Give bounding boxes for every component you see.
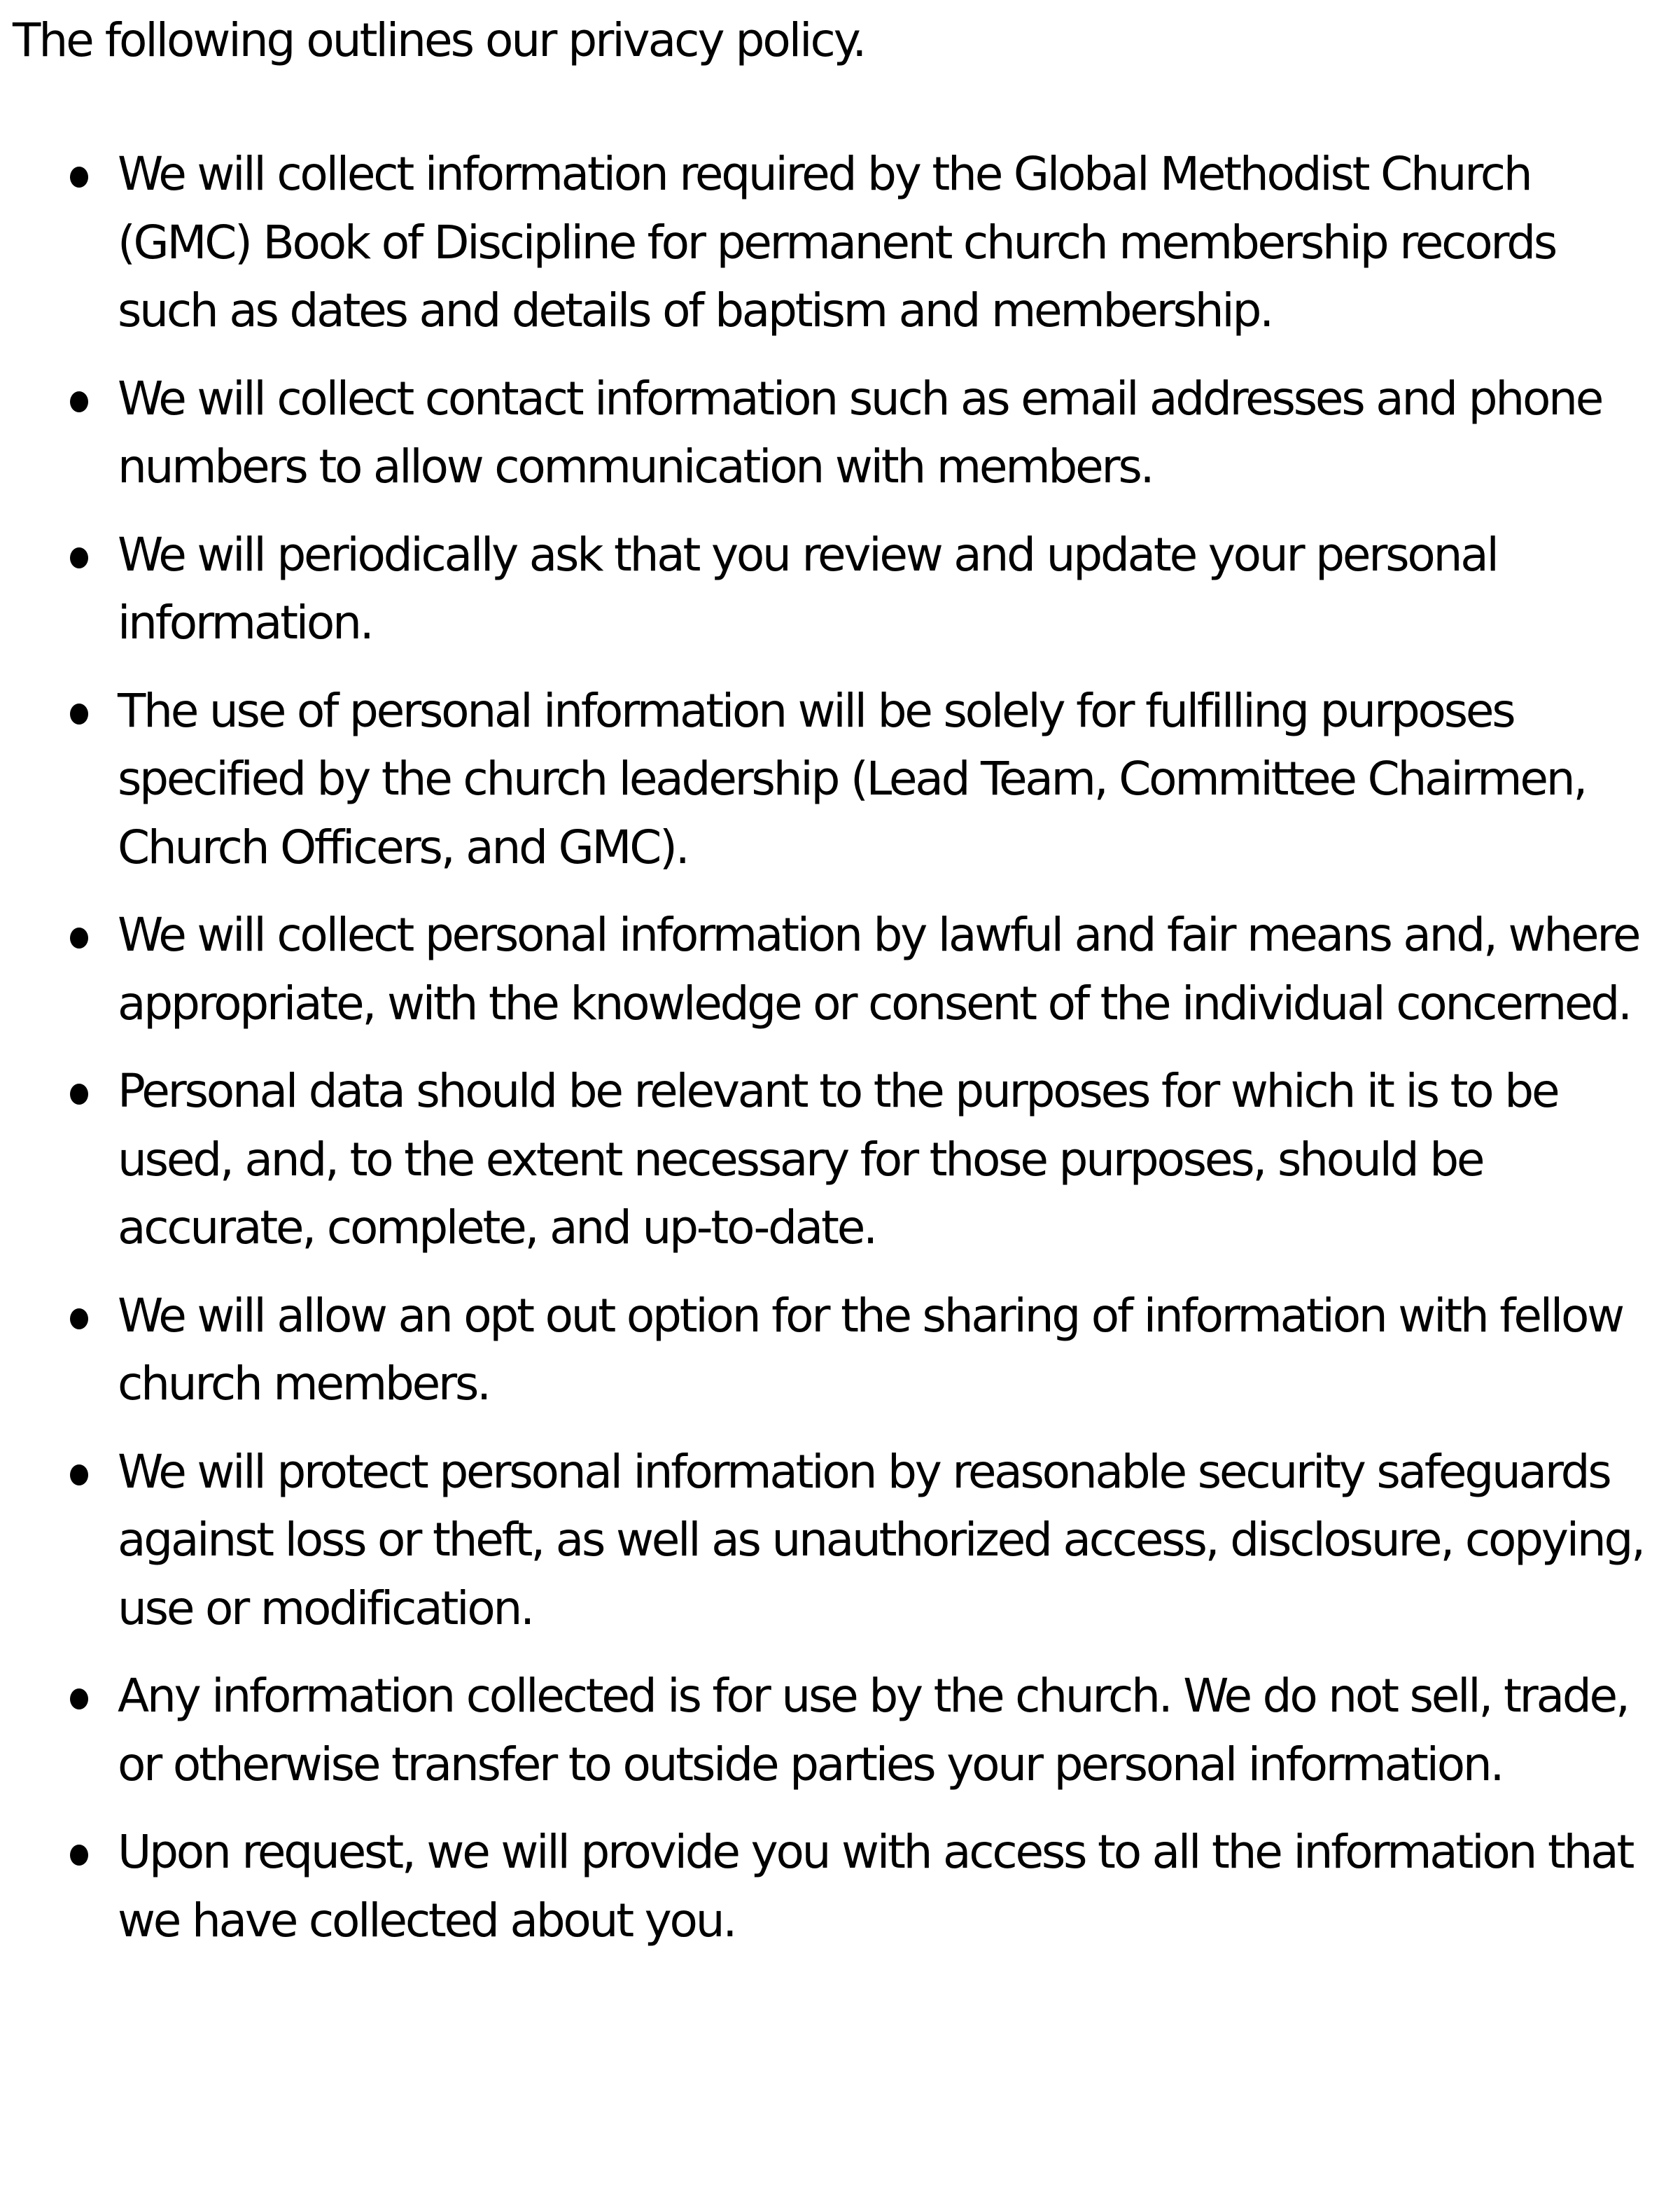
bullet-icon [70, 391, 88, 412]
bullet-icon [70, 547, 88, 568]
list-item [0, 677, 1680, 882]
list-item [0, 901, 1680, 1037]
list-item [0, 1057, 1680, 1262]
list-item-text: Any information collected is for use by the church. We do not sell, trade, or otherwise transfer to outside parties your personal information. [118, 1669, 1628, 1791]
list-item [0, 140, 1680, 345]
bullet-icon [70, 1688, 88, 1709]
list-item-text: We will collect contact information such as email addresses and phone numbers to allow communication with members. [118, 371, 1602, 494]
list-item-text: We will protect personal information by reasonable security safeguards against loss or theft, as well as unauthorized access, disclosure, copying, use or modification. [118, 1444, 1644, 1635]
bullet-icon [70, 928, 88, 949]
list-item [0, 1438, 1680, 1643]
list-item-text: We will allow an opt out option for the sharing of information with fellow church members. [118, 1288, 1623, 1411]
list-item-text: We will collect personal information by lawful and fair means and, where appropriate, with the knowledge or consent of the individual concerned. [118, 908, 1639, 1030]
bullet-icon [70, 704, 88, 725]
bullet-icon [70, 1084, 88, 1105]
bullet-icon [70, 1464, 88, 1485]
intro-text: The following outlines our privacy policy. [13, 13, 865, 67]
list-item-text: We will periodically ask that you review and update your personal information. [118, 527, 1497, 650]
bullet-icon [70, 1308, 88, 1329]
list-item-text: Upon request, we will provide you with access to all the information that we have collected about you. [118, 1825, 1633, 1947]
list-item [0, 1818, 1680, 1954]
list-item-text: We will collect information required by the Global Methodist Church (GMC) Book of Discipline for permanent church membership records such as dates and details of baptism and membership. [118, 147, 1556, 337]
list-item [0, 1282, 1680, 1418]
policy-list [0, 140, 1680, 1974]
list-item [0, 365, 1680, 501]
list-item-text: Personal data should be relevant to the purposes for which it is to be used, and, to the extent necessary for those purposes, should be accurate, complete, and up-to-date. [118, 1064, 1558, 1254]
list-item-text: The use of personal information will be solely for fulfilling purposes specified by the church leadership (Lead Team, Committee Chairmen, Church Officers, and GMC). [118, 683, 1586, 874]
bullet-icon [70, 167, 88, 188]
list-item [0, 1662, 1680, 1798]
list-item [0, 521, 1680, 657]
bullet-icon [70, 1845, 88, 1866]
